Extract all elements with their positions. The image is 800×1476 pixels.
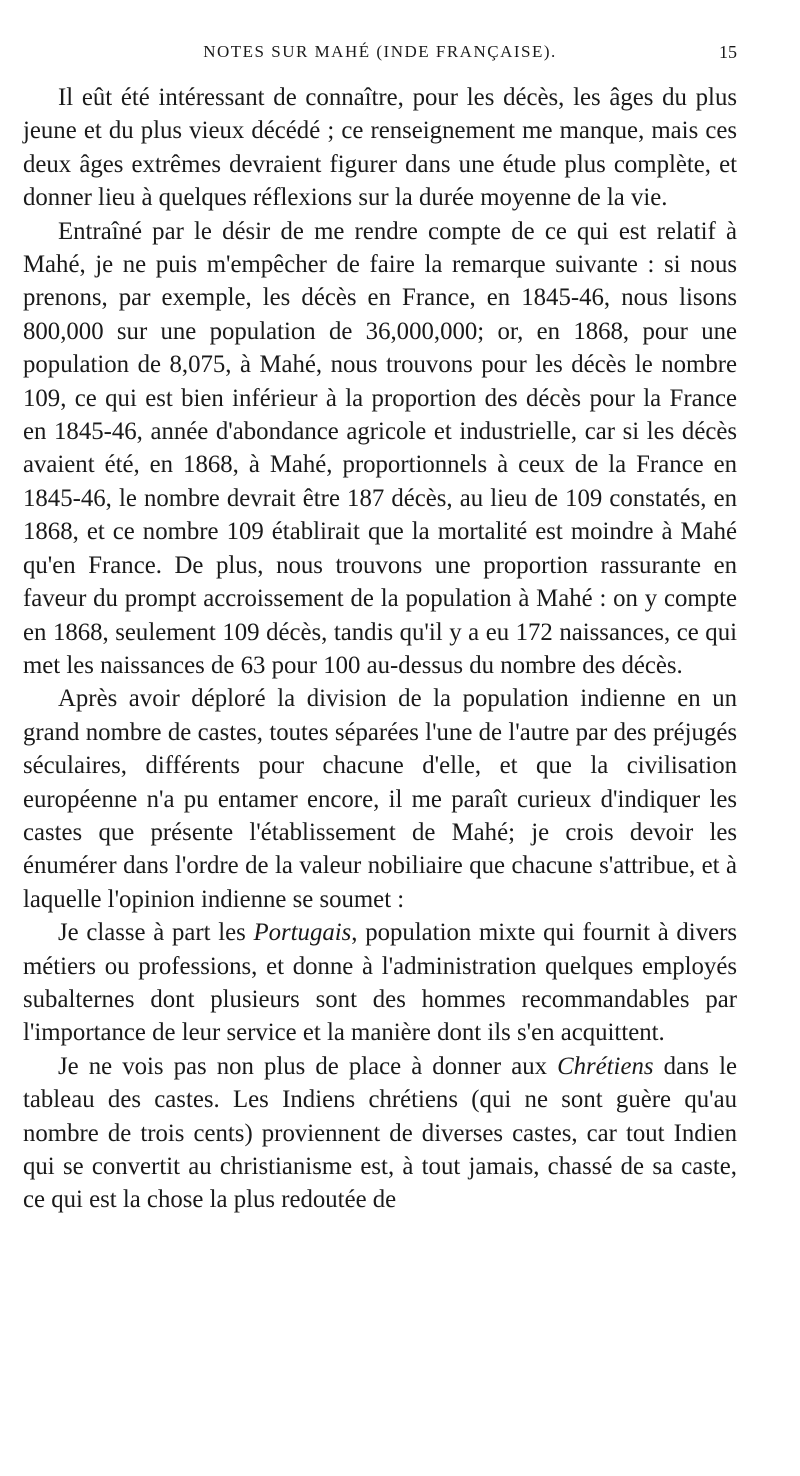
page-number: 15 [719, 42, 737, 62]
paragraph-5-before: Je ne vois pas non plus de place à donner aux [58, 1052, 558, 1080]
paragraph-3: Après avoir déploré la division de la population indienne en un grand nombre de castes, toutes séparées l'une de l'autre par des préjugés séculaires, différents pour chacune d'elle, et que la civilisation européenne n'a pu entamer encore, il me paraît curieux d'indiquer les castes que présente l'établissement de Mahé; je crois devoir les énumérer dans l'ordre de la valeur nobiliaire que chacune s'attribue, et à laquelle l'opinion indienne se soumet : [23, 685, 737, 913]
paragraph-4-before: Je classe à part les [58, 919, 254, 947]
body-text [23, 81, 737, 1217]
paragraph-5-italic: Chrétiens [557, 1052, 654, 1080]
paragraph-5 [23, 1050, 737, 1217]
paragraph-4 [23, 916, 737, 1050]
running-header [23, 42, 737, 72]
paragraph-4-after: , population mixte qui fournit à divers métiers ou professions, et donne à l'administration quelques employés subalternes dont plusieurs sont des hommes recommandables par l'importance de leur service et la manière dont ils s'en acquittent. [23, 919, 738, 1047]
running-title: NOTES SUR MAHÉ (INDE FRANÇAISE). [203, 42, 557, 61]
paragraph-5-after: dans le tableau des castes. Les Indiens chrétiens (qui ne sont guère qu'au nombre de trois cents) proviennent de diverses castes, car tout Indien qui se convertit au christianisme est, à tout jamais, chassé de sa caste, ce qui est la chose la plus redoutée de [23, 1052, 737, 1214]
paragraph-2: Entraîné par le désir de me rendre compte de ce qui est relatif à Mahé, je ne puis m'empêcher de faire la remarque suivante : si nous prenons, par exemple, les décès en France, en 1845-46, nous lisons 800,000 sur une population de 36,000,000; or, en 1868, pour une population de 8,075, à Mahé, nous trouvons pour les décès le nombre 109, ce qui est bien inférieur à la proportion des décès pour la France en 1845-46, année d'abondance agricole et industrielle, car si les décès avaient été, en 1868, à Mahé, proportionnels à ceux de la France en 1845-46, le nombre devrait être 187 décès, au lieu de 109 constatés, en 1868, et ce nombre 109 établirait que la mortalité est moindre à Mahé qu'en France. De plus, nous trouvons une proportion rassurante en faveur du prompt accroissement de la population à Mahé : on y compte en 1868, seulement 109 décès, tandis qu'il y a eu 172 naissances, ce qui met les naissances de 63 pour 100 au-dessus du nombre des décès. [23, 217, 737, 679]
paragraph-1: Il eût été intéressant de connaître, pour les décès, les âges du plus jeune et du plus vieux décédé ; ce renseignement me manque, mais ces deux âges extrêmes devraient figurer dans une étude plus complète, et donner lieu à quelques réflexions sur la durée moyenne de la vie. [23, 84, 737, 212]
paragraph-4-italic: Portugais [253, 919, 352, 947]
